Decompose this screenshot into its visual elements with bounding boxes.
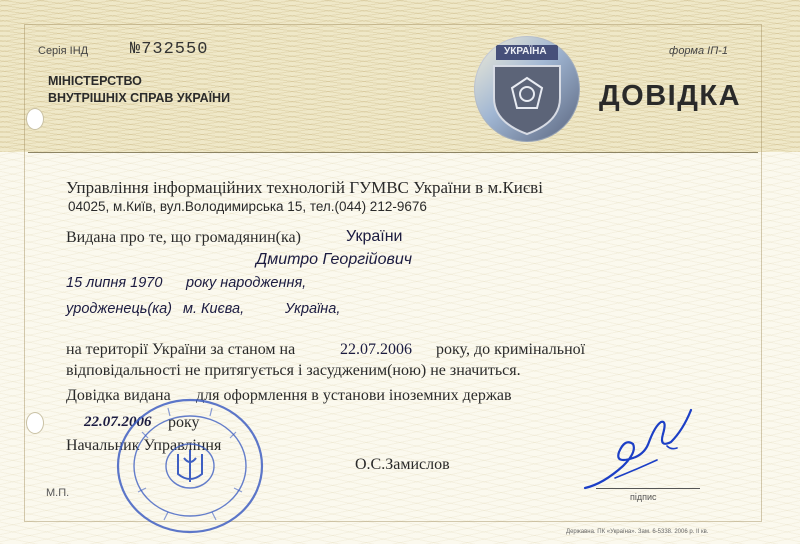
hologram-text: УКРАЇНА — [504, 46, 547, 57]
series-label: Серія ІНД — [38, 45, 89, 57]
issue-date: 22.07.2006 — [84, 414, 152, 430]
handwritten-signature — [575, 400, 705, 500]
official-stamp — [108, 392, 272, 536]
document-number: №732550 — [130, 40, 209, 59]
birthplace-city: м. Києва, — [183, 301, 245, 317]
ministry-line-1: МІНІСТЕРСТВО — [48, 74, 142, 88]
ministry-line-2: ВНУТРІШНІХ СПРАВ УКРАЇНИ — [48, 91, 231, 105]
document-title: ДОВІДКА — [599, 80, 742, 112]
status-date: 22.07.2006 — [340, 341, 412, 358]
stamp-trident-icon — [108, 392, 272, 536]
binder-hole-top — [26, 108, 44, 130]
signature-label: підпис — [630, 492, 657, 502]
signature-line — [596, 488, 700, 489]
issuer-address: 04025, м.Київ, вул.Володимирська 15, тел.(044) 212-9676 — [68, 199, 427, 214]
citizenship-value: України — [346, 228, 403, 245]
birthplace-prefix: уродженець(ка) — [66, 301, 172, 317]
issuer-line: Управління інформаційних технологій ГУМВС України в м.Києві — [66, 178, 543, 197]
status-suffix: року, до кримінальної — [436, 341, 586, 358]
mp-label: М.П. — [46, 487, 70, 499]
birth-date: 15 липня 1970 — [66, 275, 163, 291]
form-label: форма ІП-1 — [669, 45, 728, 57]
birthplace-country: Україна, — [285, 301, 341, 317]
purpose-text: для оформлення в установи іноземних держав — [196, 387, 512, 404]
status-line-2: відповідальності не притягується і засудженим(ною) не значиться. — [66, 362, 521, 379]
issued-prefix: Видана про те, що громадянин(ка) — [66, 229, 301, 246]
signature-scribble-icon — [575, 400, 705, 500]
header-divider — [28, 152, 758, 153]
person-name: Дмитро Георгійович — [256, 251, 412, 268]
birth-suffix: року народження, — [186, 275, 307, 291]
status-prefix: на території України за станом на — [66, 341, 296, 358]
binder-hole-bottom — [26, 412, 44, 434]
signer-name: О.С.Замислов — [355, 456, 450, 473]
hologram-emblem — [474, 36, 580, 142]
issue-year-label: року — [168, 414, 200, 431]
purpose-prefix: Довідка видана — [66, 387, 171, 404]
chief-label: Начальник Управління — [66, 437, 222, 454]
print-info: Державна. ПК «Україна». Зам. 6-5338. 2006 р. ІІ кв. — [566, 529, 709, 535]
